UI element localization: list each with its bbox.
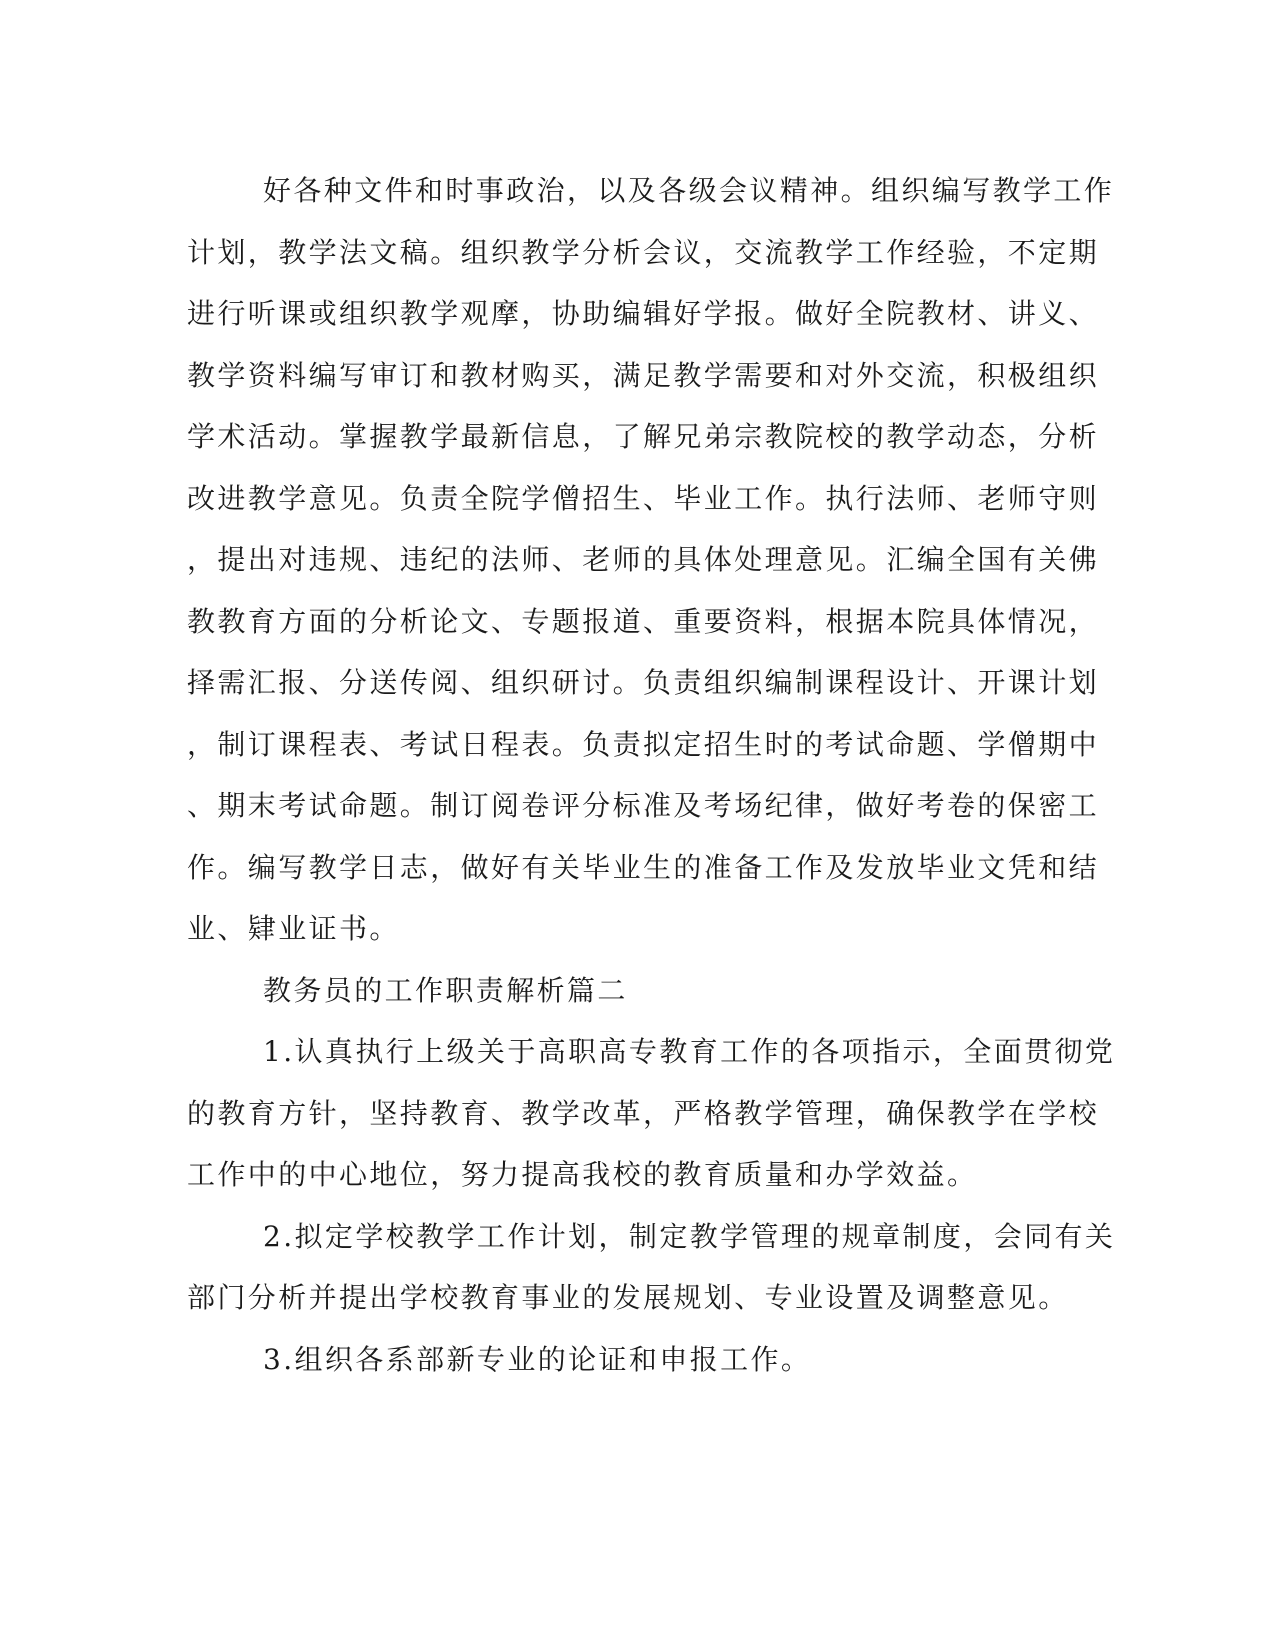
text-line: 计划，教学法文稿。组织教学分析会议，交流教学工作经验，不定期 bbox=[187, 235, 1100, 269]
text-line: 1.认真执行上级关于高职高专教育工作的各项指示，全面贯彻党 bbox=[263, 1035, 1116, 1068]
text-line: 进行听课或组织教学观摩，协助编辑好学报。做好全院教材、讲义、 bbox=[187, 297, 1100, 330]
text-line: ，制订课程表、考试日程表。负责拟定招生时的考试命题、学僧期中 bbox=[187, 727, 1100, 761]
text-line: 教教育方面的分析论文、专题报道、重要资料，根据本院具体情况， bbox=[187, 604, 1100, 638]
text-line: 业、肄业证书。 bbox=[187, 912, 400, 945]
text-line: ，提出对违规、违纪的法师、老师的具体处理意见。汇编全国有关佛 bbox=[187, 543, 1100, 576]
text-line: 学术活动。掌握教学最新信息，了解兄弟宗教院校的教学动态，分析 bbox=[187, 420, 1100, 453]
body-text bbox=[187, 160, 1116, 1390]
text-line: 2.拟定学校教学工作计划，制定教学管理的规章制度，会同有关 bbox=[263, 1219, 1116, 1253]
text-line: 、期末考试命题。制订阅卷评分标准及考场纪律，做好考卷的保密工 bbox=[187, 789, 1100, 822]
text-line: 教务员的工作职责解析篇二 bbox=[263, 973, 628, 1007]
text-line: 的教育方针，坚持教育、教学改革，严格教学管理，确保教学在学校 bbox=[187, 1096, 1100, 1130]
text-line: 工作中的中心地位，努力提高我校的教育质量和办学效益。 bbox=[187, 1158, 978, 1191]
text-line: 部门分析并提出学校教育事业的发展规划、专业设置及调整意见。 bbox=[187, 1281, 1069, 1314]
text-line: 择需汇报、分送传阅、组织研讨。负责组织编制课程设计、开课计划 bbox=[187, 666, 1100, 699]
text-line: 改进教学意见。负责全院学僧招生、毕业工作。执行法师、老师守则 bbox=[187, 481, 1100, 515]
text-line: 3.组织各系部新专业的论证和申报工作。 bbox=[263, 1342, 812, 1376]
text-line: 作。编写教学日志，做好有关毕业生的准备工作及发放毕业文凭和结 bbox=[187, 850, 1100, 884]
text-line: 好各种文件和时事政治，以及各级会议精神。组织编写教学工作 bbox=[263, 174, 1115, 207]
text-line: 教学资料编写审订和教材购买，满足教学需要和对外交流，积极组织 bbox=[187, 358, 1100, 392]
